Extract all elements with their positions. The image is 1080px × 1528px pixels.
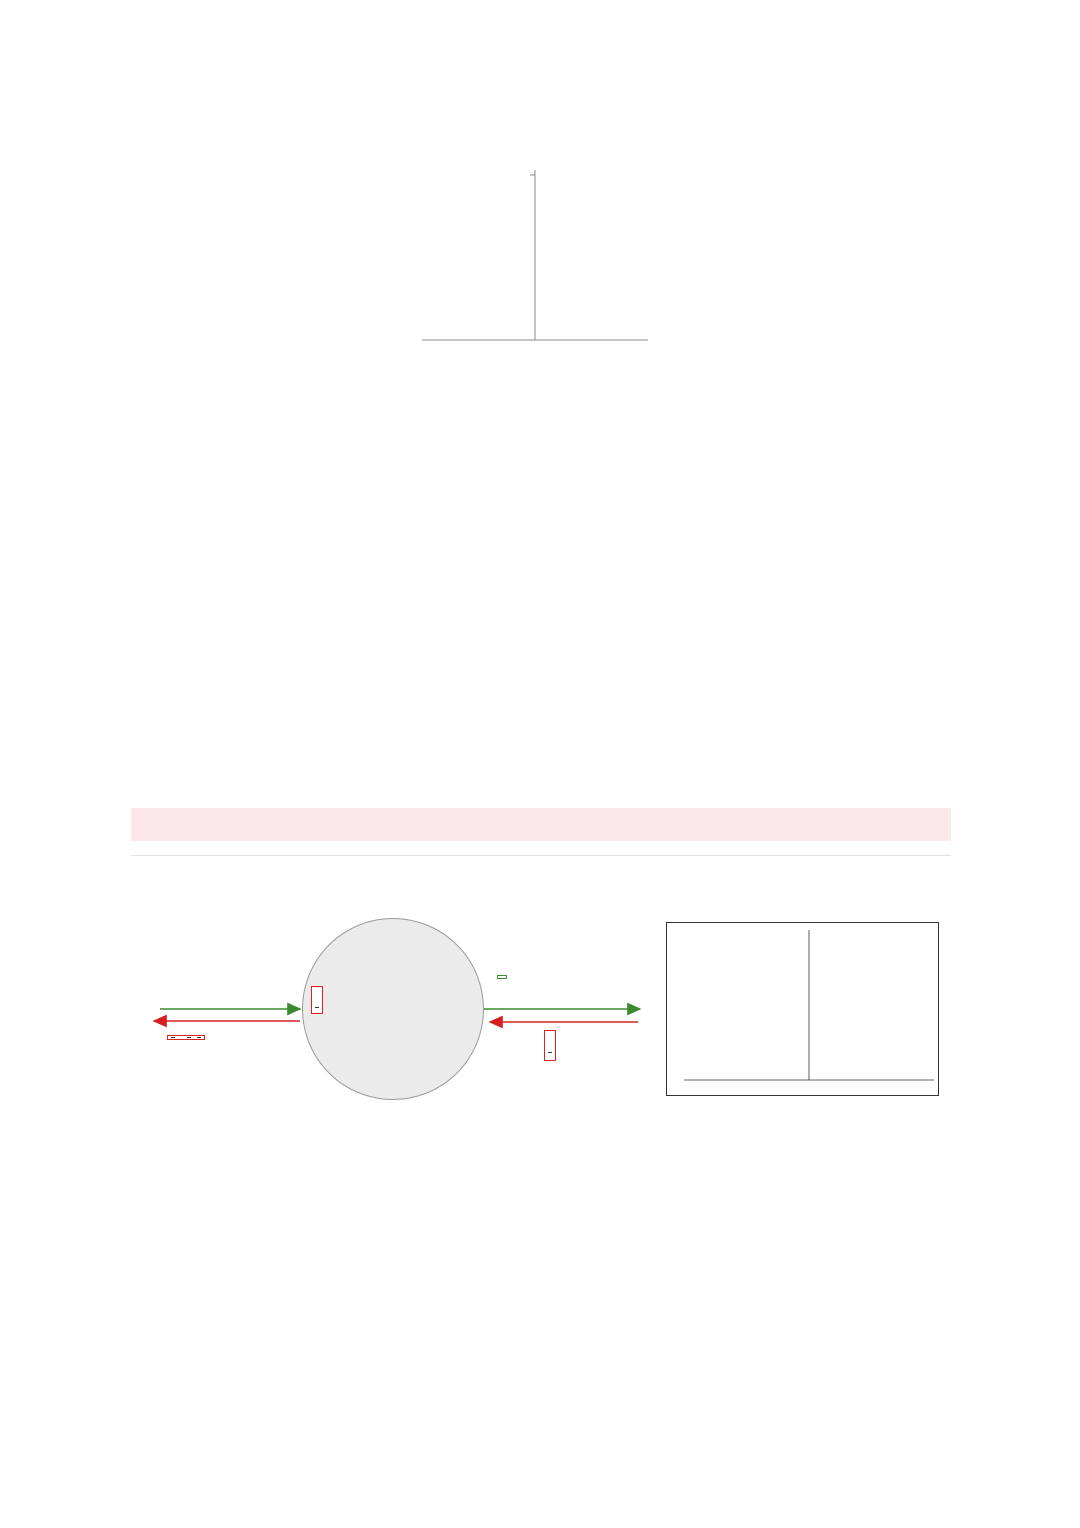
sigmoid-gate-diagram <box>140 900 950 1110</box>
output-formula-box <box>497 975 507 979</box>
frac-den <box>171 1037 175 1038</box>
small-sigmoid-plot <box>666 922 940 1097</box>
divider <box>131 855 951 856</box>
local-gradient-box <box>311 986 323 1014</box>
frac-den <box>548 1052 552 1053</box>
sigmoid-chart <box>400 160 680 370</box>
frac-den <box>197 1037 201 1038</box>
sigmoid-gate <box>302 918 484 1100</box>
problem-item-highlight <box>131 808 951 841</box>
local-grad-den <box>315 1007 319 1008</box>
upstream-gradient-box <box>544 1030 556 1061</box>
frac-den <box>187 1037 191 1038</box>
chain-rule-box <box>167 1035 205 1040</box>
